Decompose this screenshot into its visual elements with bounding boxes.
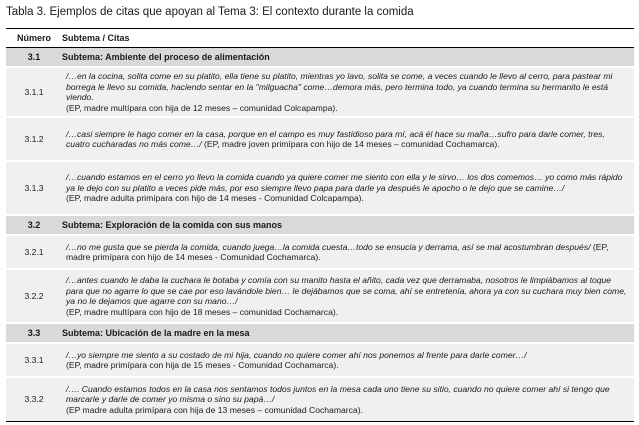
table-row	[6, 117, 634, 161]
table-header-row	[6, 29, 634, 48]
item-citation	[62, 343, 634, 377]
section-row	[6, 48, 634, 68]
item-citation	[62, 67, 634, 117]
section-title: Subtema: Exploración de la comida con sus manos	[62, 215, 634, 235]
section-number: 3.3	[6, 323, 62, 343]
section-title: Subtema: Ambiente del proceso de alimentación	[62, 48, 634, 68]
section-title: Subtema: Ubicación de la madre en la mesa	[62, 323, 634, 343]
table-row	[6, 343, 634, 377]
item-citation	[62, 235, 634, 269]
citations-table	[6, 28, 634, 422]
item-source: (EP, madre joven primípara con hijo de 14 meses – comunidad Cochamarca).	[201, 139, 500, 149]
item-source: (EP, madre primípara con hijo de 14 meses - Comunidad Cochamarca).	[66, 241, 609, 262]
item-number: 3.1.1	[6, 67, 62, 117]
item-number: 3.2.1	[6, 235, 62, 269]
item-quote: /…en la cocina, solita come en su platito, ella tiene su platito, mientras yo lavo, solita se come, a veces cuando le llevo al cerro, para pastear mi borrega le llevo su comida, haciendo sentar en la "milguacha" come…demora más, pero termina todo, ya cuando termina su hermanito le está viendo.	[66, 71, 613, 102]
item-citation	[62, 117, 634, 161]
table-row	[6, 377, 634, 421]
table-row	[6, 269, 634, 323]
item-number: 3.1.2	[6, 117, 62, 161]
item-quote: /…casi siempre le hago comer en la casa, porque en el campo es muy fastidioso para mí, acá él hace su maña…sufro para darle comer, tres, cuatro cucharadas no más come…/	[66, 128, 605, 149]
header-number: Número	[6, 29, 62, 48]
item-citation	[62, 377, 634, 421]
item-quote: /…no me gusta que se pierda la comida, cuando juega…la comida cuesta…todo se ensucia y derrama, así se mal acostumbran después/	[66, 241, 591, 252]
item-source: (EP, madre multípara con hijo de 18 meses – comunidad Cochamarca).	[66, 306, 339, 317]
table-row	[6, 67, 634, 117]
item-number: 3.1.3	[6, 161, 62, 215]
table-row	[6, 161, 634, 215]
item-number: 3.3.1	[6, 343, 62, 377]
item-quote: /…cuando estamos en el cerro yo llevo la comida cuando ya quiere comer me siento con ella y le sirvo… los dos comemos… yo como más rápido ya le dejo con su platito a veces pide más, por eso siempre llevo papa para darle ya después le apocho o le dejo que se camine…/	[66, 172, 623, 193]
item-number: 3.3.2	[6, 377, 62, 421]
item-quote: /…yo siempre me siento a su costado de mi hija, cuando no quiere comer ahí nos ponemos al frente para darle comer…/	[66, 349, 527, 360]
item-source: (EP, madre multípara con hija de 12 meses – comunidad Colcapampa).	[66, 102, 338, 113]
item-citation	[62, 269, 634, 323]
item-source: (EP madre adulta primípara con hija de 13 meses – comunidad Cochamarca).	[66, 404, 363, 415]
item-number: 3.2.2	[6, 269, 62, 323]
item-quote: /…antes cuando le daba la cuchara le botaba y comía con su manito hasta el añito, cada vez que derramaba, nosotros le limpiábamos al toque para que no agarre lo que se cae por eso lavándole bien… le dejábamos que se coma, ahí se entretenía, ahora ya con su cuchara muy bien come, ya no le dejamos que agarre con su mano…/	[66, 275, 627, 306]
table-row	[6, 235, 634, 269]
item-source: (EP, madre adulta primípara con hijo de 14 meses - Comunidad Colcapampa).	[66, 193, 364, 204]
section-number: 3.2	[6, 215, 62, 235]
section-row	[6, 323, 634, 343]
section-number: 3.1	[6, 48, 62, 68]
item-source: (EP, madre primípara con hija de 15 meses - Comunidad Cochamarca).	[66, 360, 339, 370]
table-caption: Tabla 3. Ejemplos de citas que apoyan al Tema 3: El contexto durante la comida	[6, 6, 414, 18]
header-subtema: Subtema / Citas	[62, 29, 634, 48]
item-quote: /…. Cuando estamos todos en la casa nos sentamos todos juntos en la mesa cada uno tiene su sitio, cuando no quiere comer ahí si tengo que marcarle y darle de comer yo misma o sino su papá…/	[66, 383, 610, 404]
item-citation	[62, 161, 634, 215]
section-row	[6, 215, 634, 235]
